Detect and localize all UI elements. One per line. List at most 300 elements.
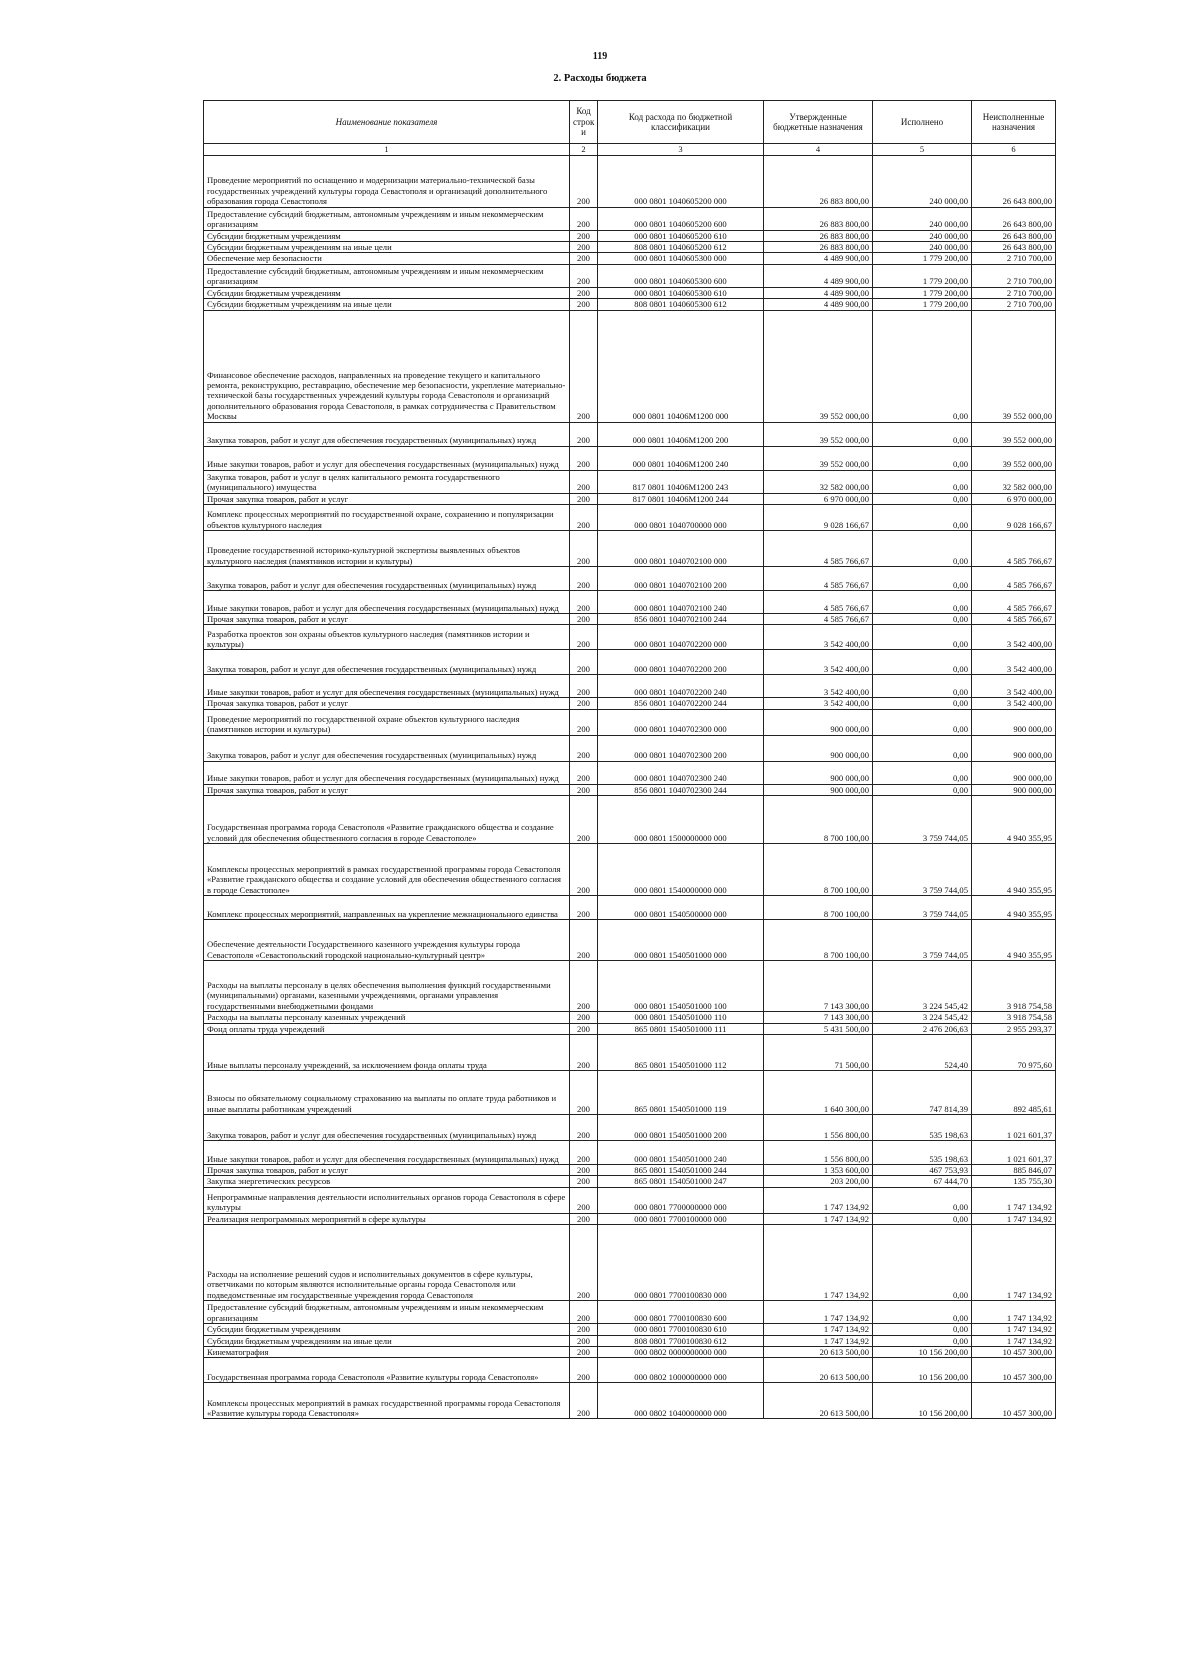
row-name-cell: Обеспечение мер безопасности	[204, 253, 570, 264]
row-code-cell: 200	[570, 625, 598, 650]
row-name-cell: Государственная программа города Севастополя «Развитие культуры города Севастополя»	[204, 1358, 570, 1383]
table-header-row	[204, 101, 1056, 144]
table-row	[204, 1176, 1056, 1187]
executed-amount-cell: 0,00	[873, 613, 972, 624]
table-row	[204, 155, 1056, 207]
table-row	[204, 613, 1056, 624]
classification-code-cell: 856 0801 1040702100 244	[598, 613, 764, 624]
classification-code-cell: 865 0801 1540501000 111	[598, 1023, 764, 1034]
row-code-cell: 200	[570, 1034, 598, 1070]
executed-amount-cell: 0,00	[873, 1301, 972, 1324]
row-name-cell: Закупка товаров, работ и услуг для обеспечения государственных (муниципальных) нужд	[204, 735, 570, 761]
approved-amount-cell: 1 353 600,00	[764, 1164, 873, 1175]
row-name-cell: Расходы на выплаты персоналу в целях обеспечения выполнения функций государственными (муниципальными) органами, казенными учреждениями, органами управления государственными внебюджетными фондами	[204, 961, 570, 1012]
header-row-code: Код строк и	[570, 101, 598, 144]
row-code-cell: 200	[570, 735, 598, 761]
row-name-cell: Иные закупки товаров, работ и услуг для обеспечения государственных (муниципальных) нужд	[204, 590, 570, 613]
unexecuted-amount-cell: 1 747 134,92	[972, 1187, 1056, 1213]
approved-amount-cell: 7 143 300,00	[764, 1012, 873, 1023]
row-code-cell: 200	[570, 241, 598, 252]
unexecuted-amount-cell: 39 552 000,00	[972, 422, 1056, 446]
row-code-cell: 200	[570, 1225, 598, 1301]
table-row	[204, 1034, 1056, 1070]
approved-amount-cell: 900 000,00	[764, 761, 873, 784]
row-code-cell: 200	[570, 896, 598, 920]
classification-code-cell: 000 0801 1040702300 240	[598, 761, 764, 784]
table-row	[204, 1187, 1056, 1213]
unexecuted-amount-cell: 26 643 800,00	[972, 241, 1056, 252]
unexecuted-amount-cell: 3 918 754,58	[972, 961, 1056, 1012]
approved-amount-cell: 4 585 766,67	[764, 530, 873, 566]
approved-amount-cell: 20 613 500,00	[764, 1358, 873, 1383]
header-unexecuted: Неисполненные назначения	[972, 101, 1056, 144]
approved-amount-cell: 203 200,00	[764, 1176, 873, 1187]
classification-code-cell: 000 0801 1500000000 000	[598, 796, 764, 844]
row-code-cell: 200	[570, 784, 598, 795]
unexecuted-amount-cell: 1 021 601,37	[972, 1140, 1056, 1164]
approved-amount-cell: 900 000,00	[764, 709, 873, 735]
approved-amount-cell: 26 883 800,00	[764, 241, 873, 252]
executed-amount-cell: 67 444,70	[873, 1176, 972, 1187]
approved-amount-cell: 1 747 134,92	[764, 1213, 873, 1224]
classification-code-cell: 000 0801 10406M1200 240	[598, 446, 764, 470]
unexecuted-amount-cell: 892 485,61	[972, 1070, 1056, 1114]
row-name-cell: Реализация непрограммных мероприятий в сфере культуры	[204, 1213, 570, 1224]
table-row	[204, 241, 1056, 252]
row-code-cell: 200	[570, 207, 598, 230]
classification-code-cell: 000 0801 10406M1200 000	[598, 310, 764, 422]
executed-amount-cell: 3 224 545,42	[873, 961, 972, 1012]
row-name-cell: Закупка товаров, работ и услуг для обеспечения государственных (муниципальных) нужд	[204, 566, 570, 590]
classification-code-cell: 000 0801 1040605200 610	[598, 230, 764, 241]
executed-amount-cell: 1 779 200,00	[873, 287, 972, 298]
classification-code-cell: 000 0801 1540501000 100	[598, 961, 764, 1012]
classification-code-cell: 000 0801 10406M1200 200	[598, 422, 764, 446]
approved-amount-cell: 9 028 166,67	[764, 504, 873, 530]
classification-code-cell: 000 0802 1000000000 000	[598, 1358, 764, 1383]
column-number: 4	[764, 144, 873, 156]
row-name-cell: Иные выплаты персоналу учреждений, за исключением фонда оплаты труда	[204, 1034, 570, 1070]
row-code-cell: 200	[570, 961, 598, 1012]
unexecuted-amount-cell: 26 643 800,00	[972, 207, 1056, 230]
classification-code-cell: 000 0801 1040700000 000	[598, 504, 764, 530]
approved-amount-cell: 3 542 400,00	[764, 625, 873, 650]
unexecuted-amount-cell: 70 975,60	[972, 1034, 1056, 1070]
executed-amount-cell: 0,00	[873, 650, 972, 675]
column-number: 2	[570, 144, 598, 156]
unexecuted-amount-cell: 1 021 601,37	[972, 1114, 1056, 1140]
approved-amount-cell: 4 585 766,67	[764, 590, 873, 613]
unexecuted-amount-cell: 3 542 400,00	[972, 675, 1056, 698]
column-number: 1	[204, 144, 570, 156]
executed-amount-cell: 3 759 744,05	[873, 920, 972, 961]
page-number: 119	[592, 51, 608, 62]
classification-code-cell: 000 0801 1540000000 000	[598, 844, 764, 896]
classification-code-cell: 000 0801 1540501000 110	[598, 1012, 764, 1023]
row-name-cell: Комплексы процессных мероприятий в рамках государственной программы города Севастополя «Развитие культуры города Севастополя»	[204, 1383, 570, 1419]
classification-code-cell: 808 0801 1040605300 612	[598, 299, 764, 310]
unexecuted-amount-cell: 900 000,00	[972, 709, 1056, 735]
table-row	[204, 504, 1056, 530]
row-name-cell: Закупка товаров, работ и услуг для обеспечения государственных (муниципальных) нужд	[204, 1114, 570, 1140]
row-code-cell: 200	[570, 1347, 598, 1358]
unexecuted-amount-cell: 2 710 700,00	[972, 253, 1056, 264]
unexecuted-amount-cell: 4 585 766,67	[972, 613, 1056, 624]
column-number: 3	[598, 144, 764, 156]
row-code-cell: 200	[570, 1213, 598, 1224]
row-name-cell: Расходы на исполнение решений судов и исполнительных документов в сфере культуры, ответчиками по которым являются исполнительные органы города Севастополя или подведомственные им государственные учреждения города Севастополя	[204, 1225, 570, 1301]
executed-amount-cell: 3 224 545,42	[873, 1012, 972, 1023]
approved-amount-cell: 8 700 100,00	[764, 796, 873, 844]
row-code-cell: 200	[570, 1114, 598, 1140]
row-code-cell: 200	[570, 613, 598, 624]
unexecuted-amount-cell: 1 747 134,92	[972, 1213, 1056, 1224]
table-row	[204, 1358, 1056, 1383]
row-name-cell: Прочая закупка товаров, работ и услуг	[204, 493, 570, 504]
unexecuted-amount-cell: 900 000,00	[972, 735, 1056, 761]
row-name-cell: Комплексы процессных мероприятий в рамках государственной программы города Севастополя «Развитие гражданского общества и создание условий для обеспечения общественного согласия в городе Севастополе»	[204, 844, 570, 896]
row-code-cell: 200	[570, 253, 598, 264]
classification-code-cell: 000 0801 7700100000 000	[598, 1213, 764, 1224]
row-name-cell: Прочая закупка товаров, работ и услуг	[204, 613, 570, 624]
table-row	[204, 896, 1056, 920]
table-row	[204, 470, 1056, 493]
row-code-cell: 200	[570, 493, 598, 504]
row-code-cell: 200	[570, 310, 598, 422]
executed-amount-cell: 3 759 744,05	[873, 896, 972, 920]
approved-amount-cell: 26 883 800,00	[764, 230, 873, 241]
executed-amount-cell: 3 759 744,05	[873, 796, 972, 844]
table-row	[204, 530, 1056, 566]
executed-amount-cell: 10 156 200,00	[873, 1358, 972, 1383]
row-name-cell: Предоставление субсидий бюджетным, автономным учреждениям и иным некоммерческим организациям	[204, 207, 570, 230]
classification-code-cell: 000 0801 1540501000 200	[598, 1114, 764, 1140]
executed-amount-cell: 535 198,63	[873, 1140, 972, 1164]
classification-code-cell: 000 0801 1040605300 600	[598, 264, 764, 287]
row-code-cell: 200	[570, 796, 598, 844]
row-code-cell: 200	[570, 1023, 598, 1034]
row-name-cell: Иные закупки товаров, работ и услуг для обеспечения государственных (муниципальных) нужд	[204, 675, 570, 698]
executed-amount-cell: 535 198,63	[873, 1114, 972, 1140]
column-numbers-row	[204, 144, 1056, 156]
row-name-cell: Закупка товаров, работ и услуг в целях капитального ремонта государственного (муниципального) имущества	[204, 470, 570, 493]
table-row	[204, 264, 1056, 287]
approved-amount-cell: 900 000,00	[764, 784, 873, 795]
approved-amount-cell: 8 700 100,00	[764, 844, 873, 896]
classification-code-cell: 865 0801 1540501000 112	[598, 1034, 764, 1070]
approved-amount-cell: 1 640 300,00	[764, 1070, 873, 1114]
classification-code-cell: 000 0801 1040605200 000	[598, 155, 764, 207]
row-code-cell: 200	[570, 650, 598, 675]
row-name-cell: Закупка товаров, работ и услуг для обеспечения государственных (муниципальных) нужд	[204, 650, 570, 675]
row-code-cell: 200	[570, 155, 598, 207]
table-row	[204, 796, 1056, 844]
row-name-cell: Проведение мероприятий по оснащению и модернизации материально-технической базы государственных учреждений культуры города Севастополя и организаций дополнительного образования города Севастополя	[204, 155, 570, 207]
unexecuted-amount-cell: 2 955 293,37	[972, 1023, 1056, 1034]
executed-amount-cell: 0,00	[873, 504, 972, 530]
row-code-cell: 200	[570, 698, 598, 709]
table-row	[204, 1347, 1056, 1358]
executed-amount-cell: 0,00	[873, 675, 972, 698]
row-name-cell: Предоставление субсидий бюджетным, автономным учреждениям и иным некоммерческим организациям	[204, 264, 570, 287]
table-row	[204, 253, 1056, 264]
row-code-cell: 200	[570, 566, 598, 590]
table-row	[204, 1213, 1056, 1224]
unexecuted-amount-cell: 9 028 166,67	[972, 504, 1056, 530]
executed-amount-cell: 0,00	[873, 446, 972, 470]
classification-code-cell: 808 0801 7700100830 612	[598, 1335, 764, 1346]
executed-amount-cell: 0,00	[873, 1335, 972, 1346]
row-code-cell: 200	[570, 422, 598, 446]
row-name-cell: Закупка товаров, работ и услуг для обеспечения государственных (муниципальных) нужд	[204, 422, 570, 446]
table-row	[204, 422, 1056, 446]
row-code-cell: 200	[570, 1324, 598, 1335]
unexecuted-amount-cell: 3 542 400,00	[972, 650, 1056, 675]
unexecuted-amount-cell: 4 585 766,67	[972, 590, 1056, 613]
unexecuted-amount-cell: 4 585 766,67	[972, 566, 1056, 590]
table-row	[204, 590, 1056, 613]
table-row	[204, 735, 1056, 761]
unexecuted-amount-cell: 2 710 700,00	[972, 299, 1056, 310]
table-row	[204, 761, 1056, 784]
executed-amount-cell: 0,00	[873, 761, 972, 784]
row-code-cell: 200	[570, 1070, 598, 1114]
table-row	[204, 961, 1056, 1012]
expenses-table	[203, 100, 1056, 1419]
executed-amount-cell: 0,00	[873, 310, 972, 422]
row-name-cell: Обеспечение деятельности Государственного казенного учреждения культуры города Севастополя «Севастопольский городской национально-культурный центр»	[204, 920, 570, 961]
executed-amount-cell: 0,00	[873, 735, 972, 761]
classification-code-cell: 000 0801 1040605300 610	[598, 287, 764, 298]
executed-amount-cell: 10 156 200,00	[873, 1383, 972, 1419]
row-code-cell: 200	[570, 1140, 598, 1164]
classification-code-cell: 000 0801 1040702100 000	[598, 530, 764, 566]
classification-code-cell: 000 0801 1040605200 600	[598, 207, 764, 230]
header-indicator-name: Наименование показателя	[204, 101, 570, 144]
column-number: 6	[972, 144, 1056, 156]
table-row	[204, 230, 1056, 241]
classification-code-cell: 000 0801 1540500000 000	[598, 896, 764, 920]
row-code-cell: 200	[570, 1301, 598, 1324]
executed-amount-cell: 0,00	[873, 784, 972, 795]
header-approved: Утвержденные бюджетные назначения	[764, 101, 873, 144]
approved-amount-cell: 20 613 500,00	[764, 1383, 873, 1419]
table-row	[204, 698, 1056, 709]
unexecuted-amount-cell: 900 000,00	[972, 761, 1056, 784]
table-row	[204, 1225, 1056, 1301]
classification-code-cell: 865 0801 1540501000 247	[598, 1176, 764, 1187]
unexecuted-amount-cell: 1 747 134,92	[972, 1301, 1056, 1324]
table-row	[204, 1114, 1056, 1140]
approved-amount-cell: 32 582 000,00	[764, 470, 873, 493]
approved-amount-cell: 4 489 900,00	[764, 299, 873, 310]
executed-amount-cell: 0,00	[873, 1225, 972, 1301]
table-row	[204, 1140, 1056, 1164]
classification-code-cell: 000 0801 1040702200 000	[598, 625, 764, 650]
unexecuted-amount-cell: 10 457 300,00	[972, 1383, 1056, 1419]
row-name-cell: Прочая закупка товаров, работ и услуг	[204, 698, 570, 709]
row-name-cell: Субсидии бюджетным учреждениям на иные цели	[204, 1335, 570, 1346]
classification-code-cell: 000 0801 7700100830 610	[598, 1324, 764, 1335]
approved-amount-cell: 7 143 300,00	[764, 961, 873, 1012]
approved-amount-cell: 3 542 400,00	[764, 698, 873, 709]
classification-code-cell: 000 0801 7700100830 600	[598, 1301, 764, 1324]
approved-amount-cell: 3 542 400,00	[764, 675, 873, 698]
executed-amount-cell: 2 476 206,63	[873, 1023, 972, 1034]
row-code-cell: 200	[570, 590, 598, 613]
executed-amount-cell: 0,00	[873, 698, 972, 709]
approved-amount-cell: 1 556 800,00	[764, 1140, 873, 1164]
table-row	[204, 1383, 1056, 1419]
unexecuted-amount-cell: 900 000,00	[972, 784, 1056, 795]
approved-amount-cell: 1 747 134,92	[764, 1187, 873, 1213]
executed-amount-cell: 1 779 200,00	[873, 264, 972, 287]
row-code-cell: 200	[570, 1164, 598, 1175]
table-row	[204, 1023, 1056, 1034]
row-code-cell: 200	[570, 1335, 598, 1346]
row-name-cell: Проведение государственной историко-культурной экспертизы выявленных объектов культурного наследия (памятников истории и культуры)	[204, 530, 570, 566]
unexecuted-amount-cell: 135 755,30	[972, 1176, 1056, 1187]
row-name-cell: Проведение мероприятий по государственной охране объектов культурного наследия (памятников истории и культуры)	[204, 709, 570, 735]
unexecuted-amount-cell: 1 747 134,92	[972, 1324, 1056, 1335]
row-code-cell: 200	[570, 1383, 598, 1419]
unexecuted-amount-cell: 3 542 400,00	[972, 698, 1056, 709]
executed-amount-cell: 0,00	[873, 1213, 972, 1224]
row-name-cell: Субсидии бюджетным учреждениям	[204, 287, 570, 298]
approved-amount-cell: 20 613 500,00	[764, 1347, 873, 1358]
table-row	[204, 446, 1056, 470]
row-name-cell: Субсидии бюджетным учреждениям на иные цели	[204, 299, 570, 310]
classification-code-cell: 000 0801 7700100830 000	[598, 1225, 764, 1301]
table-row	[204, 844, 1056, 896]
approved-amount-cell: 900 000,00	[764, 735, 873, 761]
unexecuted-amount-cell: 3 918 754,58	[972, 1012, 1056, 1023]
row-code-cell: 200	[570, 1187, 598, 1213]
executed-amount-cell: 0,00	[873, 422, 972, 446]
executed-amount-cell: 0,00	[873, 1187, 972, 1213]
row-name-cell: Комплекс процессных мероприятий по государственной охране, сохранению и популяризации объектов культурного наследия	[204, 504, 570, 530]
unexecuted-amount-cell: 6 970 000,00	[972, 493, 1056, 504]
executed-amount-cell: 240 000,00	[873, 241, 972, 252]
row-name-cell: Комплекс процессных мероприятий, направленных на укрепление межнационального единства	[204, 896, 570, 920]
executed-amount-cell: 240 000,00	[873, 207, 972, 230]
executed-amount-cell: 747 814,39	[873, 1070, 972, 1114]
unexecuted-amount-cell: 2 710 700,00	[972, 264, 1056, 287]
executed-amount-cell: 1 779 200,00	[873, 253, 972, 264]
approved-amount-cell: 6 970 000,00	[764, 493, 873, 504]
classification-code-cell: 000 0801 1040702100 240	[598, 590, 764, 613]
classification-code-cell: 856 0801 1040702300 244	[598, 784, 764, 795]
row-code-cell: 200	[570, 230, 598, 241]
unexecuted-amount-cell: 4 940 355,95	[972, 844, 1056, 896]
row-name-cell: Финансовое обеспечение расходов, направленных на проведение текущего и капитального ремонта, реконструкцию, реставрацию, обеспечение мер безопасности, укрепление материально-технической базы государственных учреждений культуры города Севастополя и организаций дополнительного образования города Севастополя, в рамках сотрудничества с Правительством Москвы	[204, 310, 570, 422]
row-code-cell: 200	[570, 1012, 598, 1023]
row-code-cell: 200	[570, 761, 598, 784]
approved-amount-cell: 8 700 100,00	[764, 920, 873, 961]
table-row	[204, 784, 1056, 795]
table-row	[204, 493, 1056, 504]
unexecuted-amount-cell: 10 457 300,00	[972, 1358, 1056, 1383]
table-row	[204, 1335, 1056, 1346]
row-name-cell: Субсидии бюджетным учреждениям на иные цели	[204, 241, 570, 252]
executed-amount-cell: 0,00	[873, 470, 972, 493]
approved-amount-cell: 1 747 134,92	[764, 1225, 873, 1301]
unexecuted-amount-cell: 4 940 355,95	[972, 896, 1056, 920]
unexecuted-amount-cell: 26 643 800,00	[972, 230, 1056, 241]
row-code-cell: 200	[570, 470, 598, 493]
classification-code-cell: 817 0801 10406M1200 244	[598, 493, 764, 504]
approved-amount-cell: 1 747 134,92	[764, 1301, 873, 1324]
executed-amount-cell: 1 779 200,00	[873, 299, 972, 310]
row-name-cell: Прочая закупка товаров, работ и услуг	[204, 784, 570, 795]
column-number: 5	[873, 144, 972, 156]
classification-code-cell: 000 0802 0000000000 000	[598, 1347, 764, 1358]
table-row	[204, 650, 1056, 675]
classification-code-cell: 000 0801 1040702300 200	[598, 735, 764, 761]
approved-amount-cell: 1 556 800,00	[764, 1114, 873, 1140]
executed-amount-cell: 0,00	[873, 530, 972, 566]
table-row	[204, 920, 1056, 961]
row-code-cell: 200	[570, 530, 598, 566]
table-row	[204, 1164, 1056, 1175]
table-row	[204, 310, 1056, 422]
row-name-cell: Предоставление субсидий бюджетным, автономным учреждениям и иным некоммерческим организациям	[204, 1301, 570, 1324]
header-classification-code: Код расхода по бюджетной классификации	[598, 101, 764, 144]
row-name-cell: Субсидии бюджетным учреждениям	[204, 1324, 570, 1335]
classification-code-cell: 000 0801 1540501000 000	[598, 920, 764, 961]
row-code-cell: 200	[570, 299, 598, 310]
row-code-cell: 200	[570, 1358, 598, 1383]
classification-code-cell: 000 0801 1040702200 200	[598, 650, 764, 675]
approved-amount-cell: 39 552 000,00	[764, 310, 873, 422]
section-title: 2. Расходы бюджета	[553, 73, 647, 84]
row-code-cell: 200	[570, 504, 598, 530]
executed-amount-cell: 0,00	[873, 625, 972, 650]
executed-amount-cell: 0,00	[873, 709, 972, 735]
header-executed: Исполнено	[873, 101, 972, 144]
table-row	[204, 709, 1056, 735]
classification-code-cell: 000 0801 1540501000 240	[598, 1140, 764, 1164]
row-name-cell: Субсидии бюджетным учреждениям	[204, 230, 570, 241]
row-name-cell: Разработка проектов зон охраны объектов культурного наследия (памятников истории и культуры)	[204, 625, 570, 650]
row-code-cell: 200	[570, 264, 598, 287]
approved-amount-cell: 39 552 000,00	[764, 422, 873, 446]
row-name-cell: Расходы на выплаты персоналу казенных учреждений	[204, 1012, 570, 1023]
approved-amount-cell: 5 431 500,00	[764, 1023, 873, 1034]
classification-code-cell: 808 0801 1040605200 612	[598, 241, 764, 252]
unexecuted-amount-cell: 4 585 766,67	[972, 530, 1056, 566]
approved-amount-cell: 4 489 900,00	[764, 287, 873, 298]
row-name-cell: Непрограммные направления деятельности исполнительных органов города Севастополя в сфере культуры	[204, 1187, 570, 1213]
unexecuted-amount-cell: 26 643 800,00	[972, 155, 1056, 207]
table-row	[204, 299, 1056, 310]
row-code-cell: 200	[570, 675, 598, 698]
row-name-cell: Взносы по обязательному социальному страхованию на выплаты по оплате труда работников и иные выплаты работникам учреждений	[204, 1070, 570, 1114]
classification-code-cell: 865 0801 1540501000 244	[598, 1164, 764, 1175]
row-code-cell: 200	[570, 1176, 598, 1187]
unexecuted-amount-cell: 3 542 400,00	[972, 625, 1056, 650]
executed-amount-cell: 240 000,00	[873, 230, 972, 241]
unexecuted-amount-cell: 2 710 700,00	[972, 287, 1056, 298]
classification-code-cell: 000 0801 1040702100 200	[598, 566, 764, 590]
row-name-cell: Иные закупки товаров, работ и услуг для обеспечения государственных (муниципальных) нужд	[204, 1140, 570, 1164]
row-name-cell: Иные закупки товаров, работ и услуг для обеспечения государственных (муниципальных) нужд	[204, 446, 570, 470]
unexecuted-amount-cell: 885 846,07	[972, 1164, 1056, 1175]
unexecuted-amount-cell: 32 582 000,00	[972, 470, 1056, 493]
executed-amount-cell: 0,00	[873, 1324, 972, 1335]
unexecuted-amount-cell: 1 747 134,92	[972, 1335, 1056, 1346]
unexecuted-amount-cell: 4 940 355,95	[972, 796, 1056, 844]
